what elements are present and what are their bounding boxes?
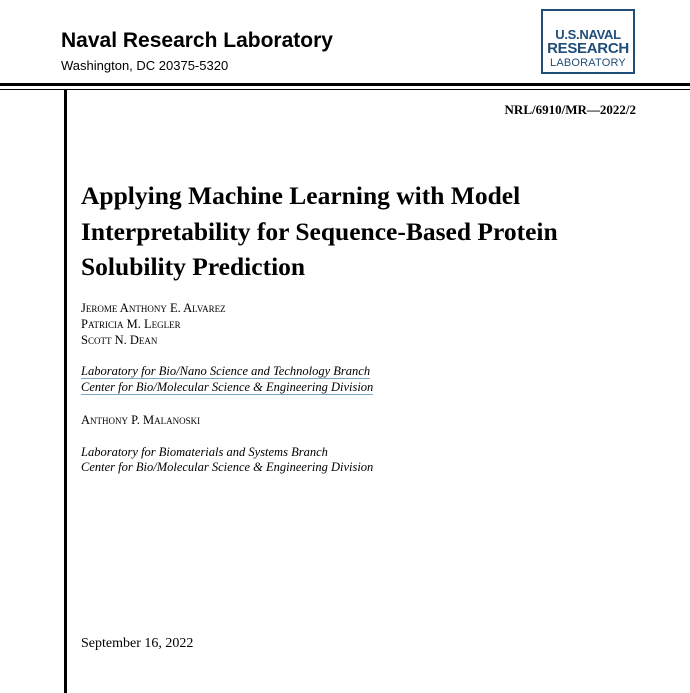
header-rule-thin [0, 89, 690, 90]
affiliation-division[interactable]: Center for Bio/Molecular Science & Engineering Division [81, 380, 374, 394]
organization-name: Naval Research Laboratory [61, 29, 333, 52]
affiliation-branch[interactable]: Laboratory for Bio/Nano Science and Technology Branch [81, 364, 371, 378]
left-margin-bar [64, 90, 67, 693]
author-name: Jerome Anthony E. Alvarez [81, 301, 226, 315]
header-rule-thick [0, 83, 690, 86]
logo-line-3: LABORATORY [550, 57, 626, 69]
logo-line-1: U.S.NAVAL [555, 27, 621, 42]
affiliation-division-link[interactable] [81, 380, 373, 395]
affiliation-branch-link[interactable] [81, 364, 370, 379]
logo-line-2: RESEARCH [547, 40, 629, 57]
author-name: Anthony P. Malanoski [81, 413, 201, 427]
report-title: Applying Machine Learning with Model Interpretability for Sequence-Based Protein Solubility Prediction [81, 181, 558, 281]
nrl-logo [541, 9, 635, 74]
author-name: Patricia M. Legler [81, 317, 181, 331]
author-name: Scott N. Dean [81, 333, 158, 347]
publication-date: September 16, 2022 [81, 636, 194, 651]
affiliation-division: Center for Bio/Molecular Science & Engineering Division [81, 460, 374, 474]
affiliation-branch: Laboratory for Biomaterials and Systems Branch [81, 445, 328, 459]
report-number: NRL/6910/MR—2022/2 [504, 102, 636, 117]
organization-address: Washington, DC 20375-5320 [61, 58, 229, 73]
